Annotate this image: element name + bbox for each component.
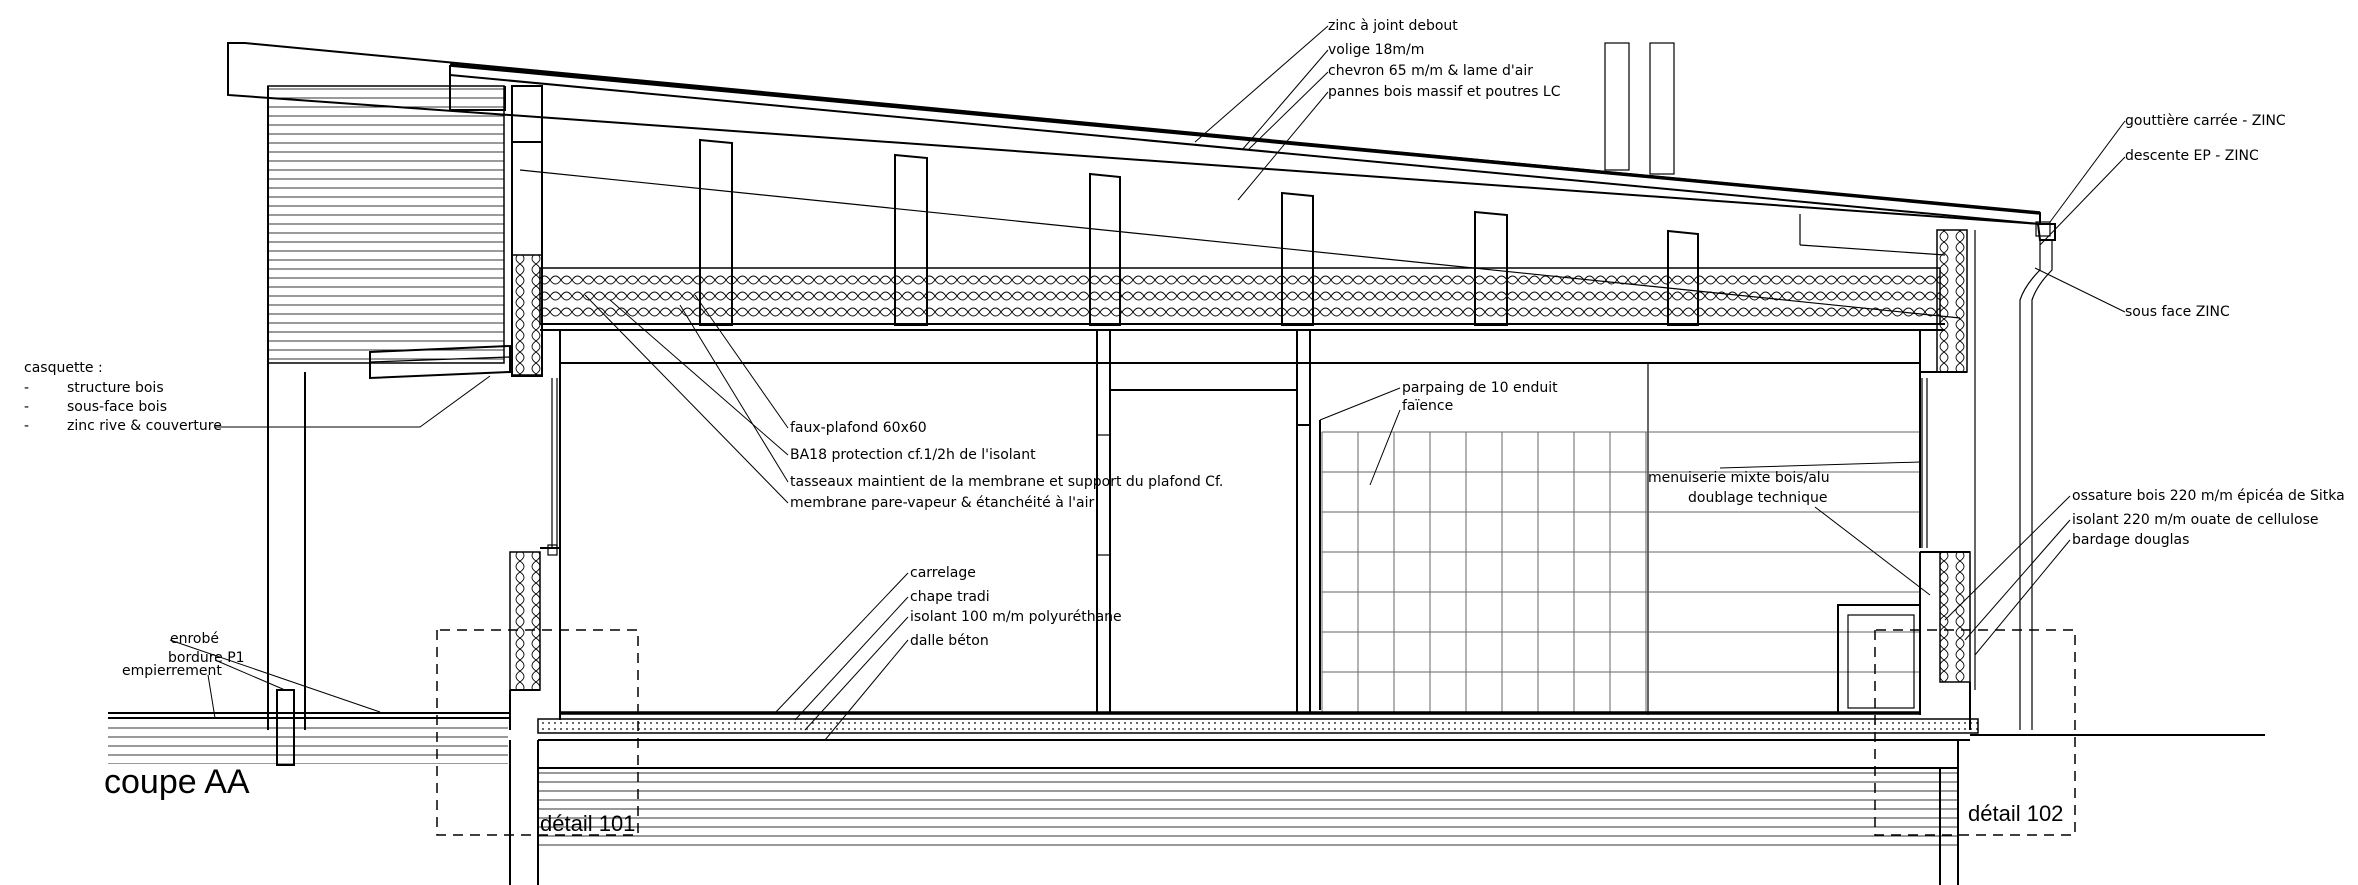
- label-dalle: dalle béton: [910, 633, 989, 649]
- left-annex: [268, 86, 510, 730]
- label-tasseaux: tasseaux maintient de la membrane et support du plafond Cf.: [790, 474, 1224, 490]
- label-enrobe: enrobé: [170, 631, 219, 647]
- label-parpaing: parpaing de 10 enduit: [1402, 380, 1558, 396]
- label-bardage: bardage douglas: [2072, 532, 2190, 548]
- ceiling-insulation: [540, 268, 1940, 324]
- label-empierrement: empierrement: [122, 663, 222, 679]
- casquette-dash: -: [24, 418, 30, 434]
- chimneys: [1605, 43, 1674, 174]
- label-casquette: casquette :: [24, 360, 103, 376]
- label-doublage: doublage technique: [1688, 490, 1828, 506]
- label-menuiserie: menuiserie mixte bois/alu: [1648, 470, 1830, 486]
- detail-label-101: détail 101: [540, 811, 636, 836]
- label-descente: descente EP - ZINC: [2125, 148, 2259, 164]
- casquette-item: structure bois: [67, 380, 164, 396]
- label-ba18: BA18 protection cf.1/2h de l'isolant: [790, 447, 1036, 463]
- left-wall: [510, 86, 560, 730]
- label-faience: faïence: [1402, 398, 1454, 414]
- partitions: [1097, 330, 1648, 715]
- label-isolant-cellulose: isolant 220 m/m ouate de cellulose: [2072, 512, 2319, 528]
- floor-slab: [538, 713, 1978, 775]
- label-pannes: pannes bois massif et poutres LC: [1328, 84, 1561, 100]
- drawing-title: coupe AA: [104, 763, 250, 801]
- label-gouttiere: gouttière carrée - ZINC: [2125, 113, 2286, 129]
- casquette-item: zinc rive & couverture: [67, 418, 222, 434]
- label-chevron: chevron 65 m/m & lame d'air: [1328, 63, 1534, 79]
- label-volige: volige 18m/m: [1328, 42, 1425, 58]
- label-carrelage: carrelage: [910, 565, 976, 581]
- label-chape: chape tradi: [910, 589, 990, 605]
- label-faux-plafond: faux-plafond 60x60: [790, 420, 927, 436]
- label-bordure: bordure P1: [168, 650, 245, 666]
- faience-grid: [1322, 432, 1920, 713]
- label-sous-face: sous face ZINC: [2125, 304, 2230, 320]
- detail-label-102: détail 102: [1968, 801, 2064, 826]
- casquette-dash: -: [24, 399, 30, 415]
- label-ossature: ossature bois 220 m/m épicéa de Sitka: [2072, 488, 2345, 504]
- casquette-item: sous-face bois: [67, 399, 167, 415]
- label-isolant-poly: isolant 100 m/m polyuréthane: [910, 609, 1122, 625]
- casquette-dash: -: [24, 380, 30, 396]
- label-membrane: membrane pare-vapeur & étanchéité à l'air: [790, 495, 1095, 511]
- label-zinc-joint: zinc à joint debout: [1328, 18, 1458, 34]
